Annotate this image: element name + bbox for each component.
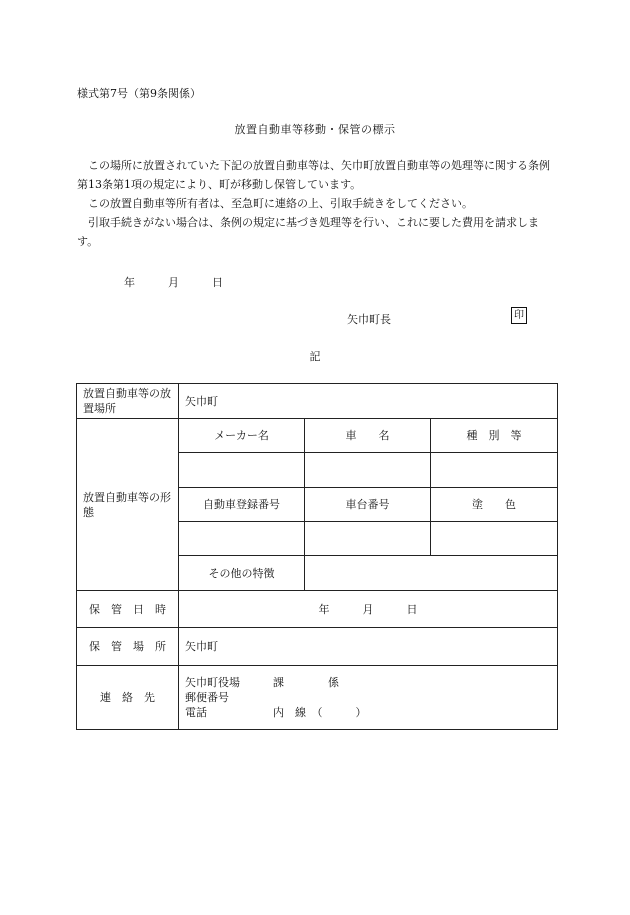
- storage-date-label: 保 管 日 時: [77, 591, 179, 628]
- storage-place-value: 矢巾町: [179, 628, 558, 666]
- type-cell: [431, 453, 558, 488]
- document-title: 放置自動車等移動・保管の標示: [234, 123, 396, 136]
- location-label: 放置自動車等の放置場所: [77, 384, 179, 419]
- paragraph-3: 引取手続きがない場合は、条例の規定に基づき処理等を行い、これに要した費用を請求します。: [77, 216, 539, 248]
- paint-cell: [431, 522, 558, 556]
- mayor-title: 矢巾町長: [347, 313, 391, 326]
- form-label: 放置自動車等の形態: [77, 419, 179, 591]
- location-value: 矢巾町: [179, 384, 558, 419]
- chassis-no-cell: [305, 522, 431, 556]
- maker-cell: [179, 453, 305, 488]
- paragraph-1: この場所に放置されていた下記の放置自動車等は、矢巾町放置自動車等の処理等に関する条例第13条第1項の規定により、町が移動し保管しています。: [77, 159, 550, 191]
- year-label: 年: [124, 276, 135, 289]
- contact-label: 連 絡 先: [77, 666, 179, 730]
- storage-place-label: 保 管 場 所: [77, 628, 179, 666]
- contact-line-3: 電話 内 線 （ ）: [185, 706, 367, 719]
- vehicle-info-table: [76, 383, 558, 730]
- maker-header: メーカー名: [179, 419, 305, 453]
- contact-line-2: 郵便番号: [185, 691, 229, 704]
- storage-date-value: 年 月 日: [179, 591, 558, 628]
- table-row: [77, 591, 558, 628]
- table-row: [77, 384, 558, 419]
- reg-no-cell: [179, 522, 305, 556]
- table-row: [77, 419, 558, 453]
- date-line: [124, 274, 223, 290]
- chassis-no-header: 車台番号: [305, 488, 431, 522]
- other-cell: [305, 556, 558, 591]
- paint-header: 塗 色: [431, 488, 558, 522]
- paragraph-2: この放置自動車等所有者は、至急町に連絡の上、引取手続きをしてください。: [88, 197, 473, 210]
- reg-no-header: 自動車登録番号: [179, 488, 305, 522]
- month-label: 月: [168, 276, 179, 289]
- ki-heading: 記: [309, 350, 321, 363]
- contact-value: [179, 666, 558, 730]
- type-header: 種 別 等: [431, 419, 558, 453]
- contact-line-1: 矢巾町役場 課 係: [185, 676, 339, 689]
- table-row: [77, 628, 558, 666]
- other-label: その他の特徴: [179, 556, 305, 591]
- form-number: 様式第7号（第9条関係）: [77, 87, 201, 100]
- car-name-header: 車 名: [305, 419, 431, 453]
- table-row: [77, 666, 558, 730]
- car-name-cell: [305, 453, 431, 488]
- seal-box: 印: [511, 307, 527, 324]
- day-label: 日: [212, 276, 223, 289]
